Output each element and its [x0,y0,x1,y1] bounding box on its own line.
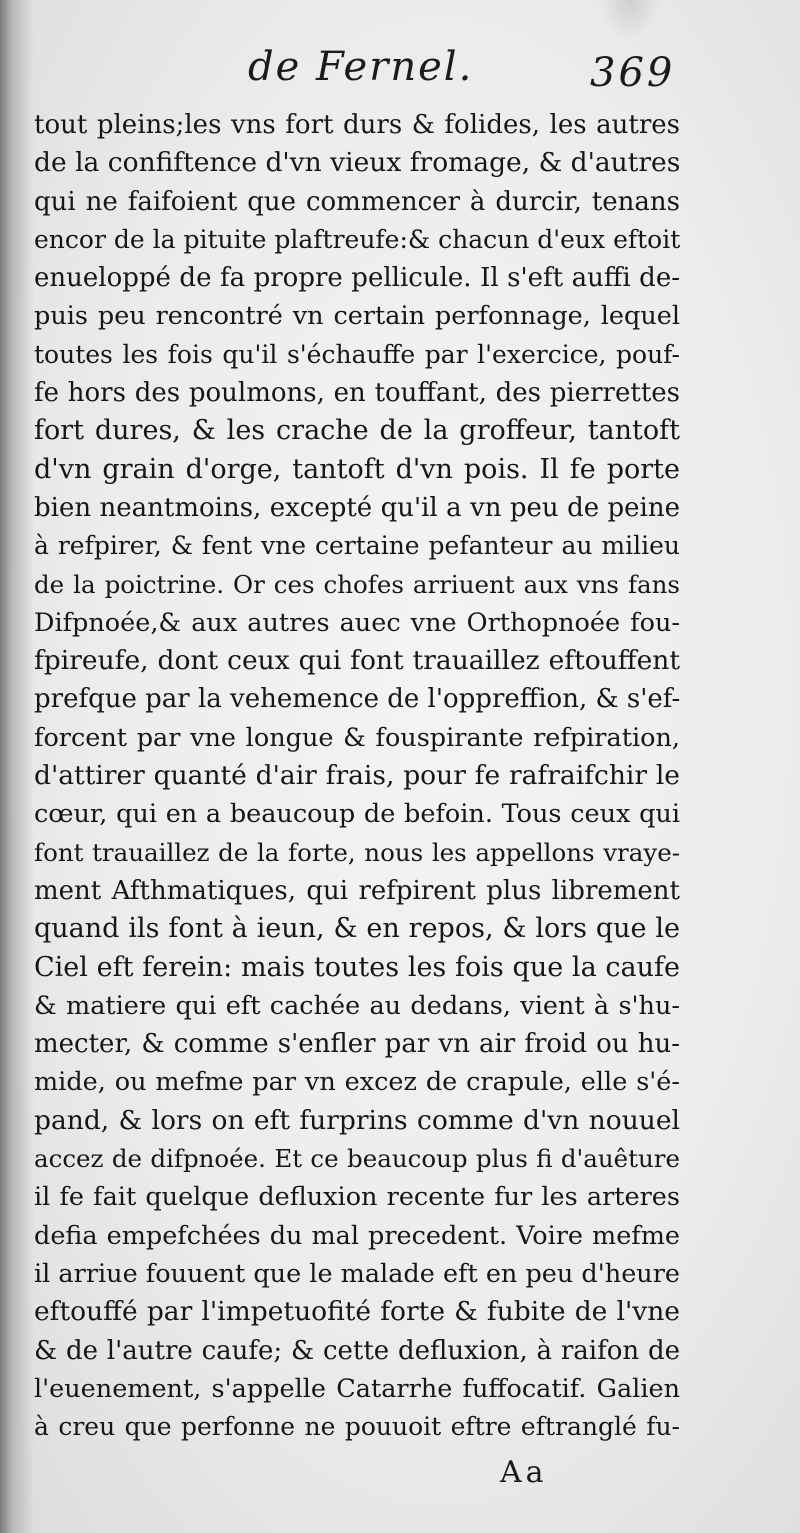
running-head-title: de Fernel. [248,44,474,90]
text-line: il fe fait quelque defluxion recente fur les arteres [34,1182,680,1213]
text-line: tout pleins;les vns fort durs & folides, les autres [34,110,680,140]
text-line: à refpirer, & fent vne certaine pefanteur au milieu [34,531,680,561]
text-line: de la confiftence d'vn vieux fromage, & d'autres [34,147,680,179]
running-head [0,44,800,108]
text-line: cœur, qui en a beaucoup de befoin. Tous ceux qui [34,799,680,830]
text-line: d'vn grain d'orge, tantoft d'vn pois. Il fe porte [34,453,680,485]
text-line: l'euenement, s'appelle Catarrhe fuffocatif. Galien [34,1373,680,1404]
text-line: Difpnoée,& aux autres auec vne Orthopnoée fou- [34,607,680,638]
text-line: encor de la pituite plaftreufe:& chacun d'eux eftoit [34,224,680,254]
text-line: de la poictrine. Or ces chofes arriuent aux vns fans [34,569,680,599]
text-line: prefque par la vehemence de l'oppreffion, & s'ef- [34,684,680,715]
text-line: mecter, & comme s'enfler par vn air froid ou hu- [34,1029,680,1060]
text-line: & de l'autre caufe; & cette defluxion, à raifon de [34,1335,680,1366]
text-line: eftouffé par l'impetuofité forte & fubite de l'vne [34,1296,680,1328]
text-line: & matiere qui eft cachée au dedans, vient à s'hu- [34,990,680,1021]
text-line: qui ne faifoient que commencer à durcir, tenans [34,186,680,217]
text-line: bien neantmoins, excepté qu'il a vn peu de peine [34,492,680,523]
text-line: d'attirer quanté d'air frais, pour fe rafraifchir le [34,760,680,792]
text-line: à creu que perfonne ne pouuoit eftre eftranglé fu- [34,1412,680,1442]
text-line: quand ils font à ieun, & en repos, & lors que le [34,913,680,945]
text-line: enueloppé de fa propre pellicule. Il s'eft auffi de- [34,263,680,294]
text-line: Ciel eft ferein: mais toutes les fois que la caufe [34,951,680,983]
text-line: defia empefchées du mal precedent. Voire mefme [34,1220,680,1251]
binding-shadow [0,0,34,1533]
text-line: accez de difpnoée. Et ce beaucoup plus fi d'auêture [34,1144,680,1174]
text-line: fort dures, & les crache de la groffeur, tantoft [34,415,680,447]
text-line: fe hors des poulmons, en touffant, des pierrettes [34,378,680,409]
text-line: mide, ou mefme par vn excez de crapule, elle s'é- [34,1067,680,1098]
signature-mark: Aa [500,1455,548,1490]
page-stain [600,0,660,40]
text-line: puis peu rencontré vn certain perfonnage, lequel [34,301,680,332]
text-line: pand, & lors on eft furprins comme d'vn nouuel [34,1104,680,1136]
page-number: 369 [590,50,676,96]
text-line: fpireufe, dont ceux qui font trauaillez eftouffent [34,645,680,677]
text-line: toutes les fois qu'il s'échauffe par l'exercice, pouf- [34,339,680,369]
text-line: ment Afthmatiques, qui refpirent plus librement [34,875,680,906]
text-line: font trauaillez de la forte, nous les appellons vraye- [34,837,680,867]
text-line: il arriue fouuent que le malade eft en peu d'heure [34,1258,680,1289]
body-text [34,106,680,1446]
text-line: forcent par vne longue & fouspirante refpiration, [34,722,680,753]
